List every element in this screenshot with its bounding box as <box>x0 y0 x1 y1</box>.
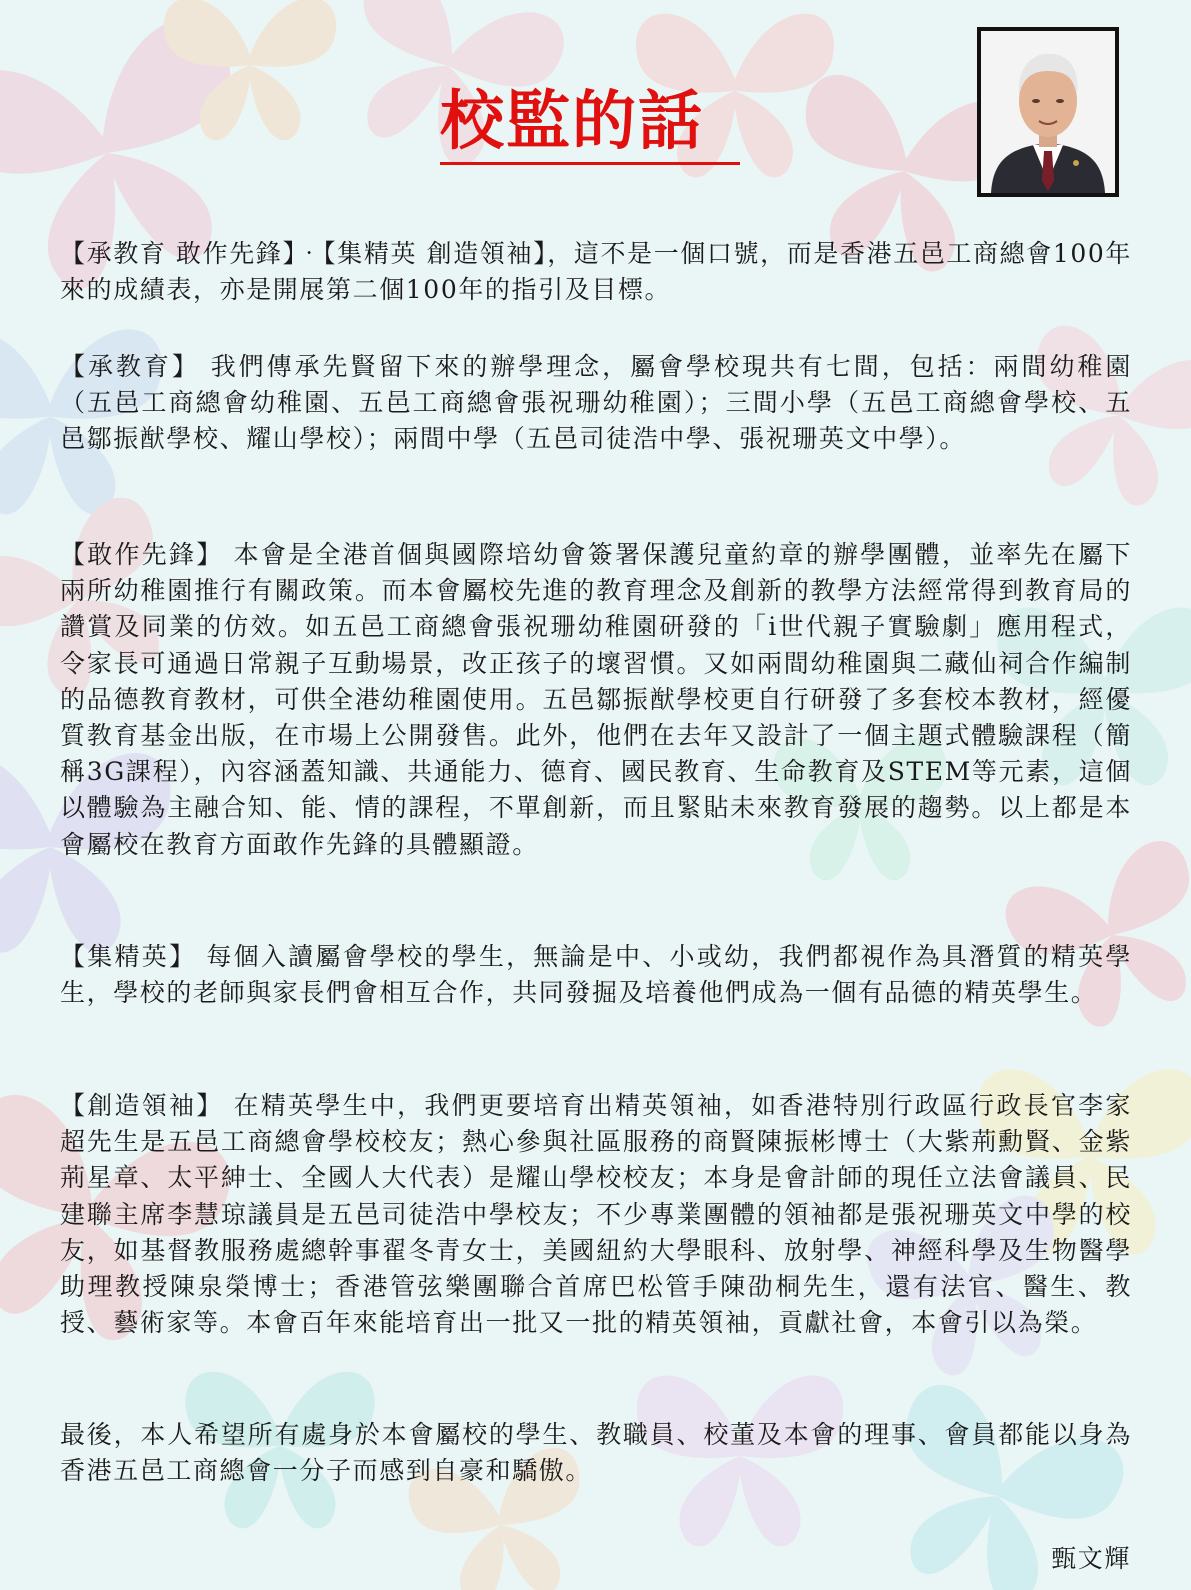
paragraph-closing: 最後，本人希望所有處身於本會屬校的學生、教職員、校董及本會的理事、會員都能以身為香港五邑工商總會一分子而感到自豪和驕傲。 <box>60 1420 1132 1486</box>
paragraph-pioneer: 【敢作先鋒】 本會是全港首個與國際培幼會簽署保護兒童約章的辦學團體，並率先在屬下兩所幼稚園推行有關政策。而本會屬校先進的教育理念及創新的教學方法經常得到教育局的讚賞及同業的仿效。如五邑工商總會張祝珊幼稚園研發的「i世代親子實驗劇」應用程式，令家長可通過日常親子互動場景，改正孩子的壞習慣。又如兩間幼稚園與二藏仙祠合作編制的品德教育教材，可供全港幼稚園使用。五邑鄒振猷學校更自行研發了多套校本教材，經優質教育基金出版，在市場上公開發售。此外，他們在去年又設計了一個主題式體驗課程（簡稱3G課程），內容涵蓋知識、共通能力、德育、國民教育、生命教育及STEM等元素，這個以體驗為主融合知、能、情的課程，不單創新，而且緊貼未來教育發展的趨勢。以上都是本會屬校在教育方面敢作先鋒的具體顯證。 <box>60 540 1132 859</box>
signature: 甄文輝 <box>1051 1544 1131 1573</box>
paragraph-create-leaders: 【創造領袖】 在精英學生中，我們更要培育出精英領袖，如香港特別行政區行政長官李家超先生是五邑工商總會學校校友；熱心參與社區服務的商賢陳振彬博士（大紫荊勳賢、金紫荊星章、太平紳士、全國人大代表）是耀山學校校友；本身是會計師的現任立法會議員、民建聯主席李慧琼議員是五邑司徒浩中學校友；不少專業團體的領袖都是張祝珊英文中學的校友，如基督教服務處總幹事翟冬青女士，美國紐約大學眼科、放射學、神經科學及生物醫學助理教授陳泉榮博士；香港管弦樂團聯合首席巴松管手陳劭桐先生，還有法官、醫生、教授、藝術家等。本會百年來能培育出一批又一批的精英領袖，貢獻社會，本會引以為榮。 <box>60 1091 1132 1338</box>
paragraph-intro: 【承教育 敢作先鋒】‧【集精英 創造領袖】，這不是一個口號，而是香港五邑工商總會100年來的成績表，亦是開展第二個100年的指引及目標。 <box>60 239 1132 305</box>
principal-photo <box>977 27 1119 197</box>
paragraph-inherit-education: 【承教育】 我們傳承先賢留下來的辦學理念，屬會學校現共有七間，包括：兩間幼稚園（五邑工商總會幼稚園、五邑工商總會張祝珊幼稚園）；三間小學（五邑工商總會學校、五邑鄒振猷學校、耀山學校）；兩間中學（五邑司徒浩中學、張祝珊英文中學）。 <box>60 352 1132 454</box>
page-title: 校監的話 <box>440 82 740 165</box>
principal-portrait-icon <box>981 31 1115 193</box>
paragraph-gather-elites: 【集精英】 每個入讀屬會學校的學生，無論是中、小或幼，我們都視作為具潛質的精英學生，學校的老師與家長們會相互合作，共同發掘及培養他們成為一個有品德的精英學生。 <box>60 942 1132 1008</box>
